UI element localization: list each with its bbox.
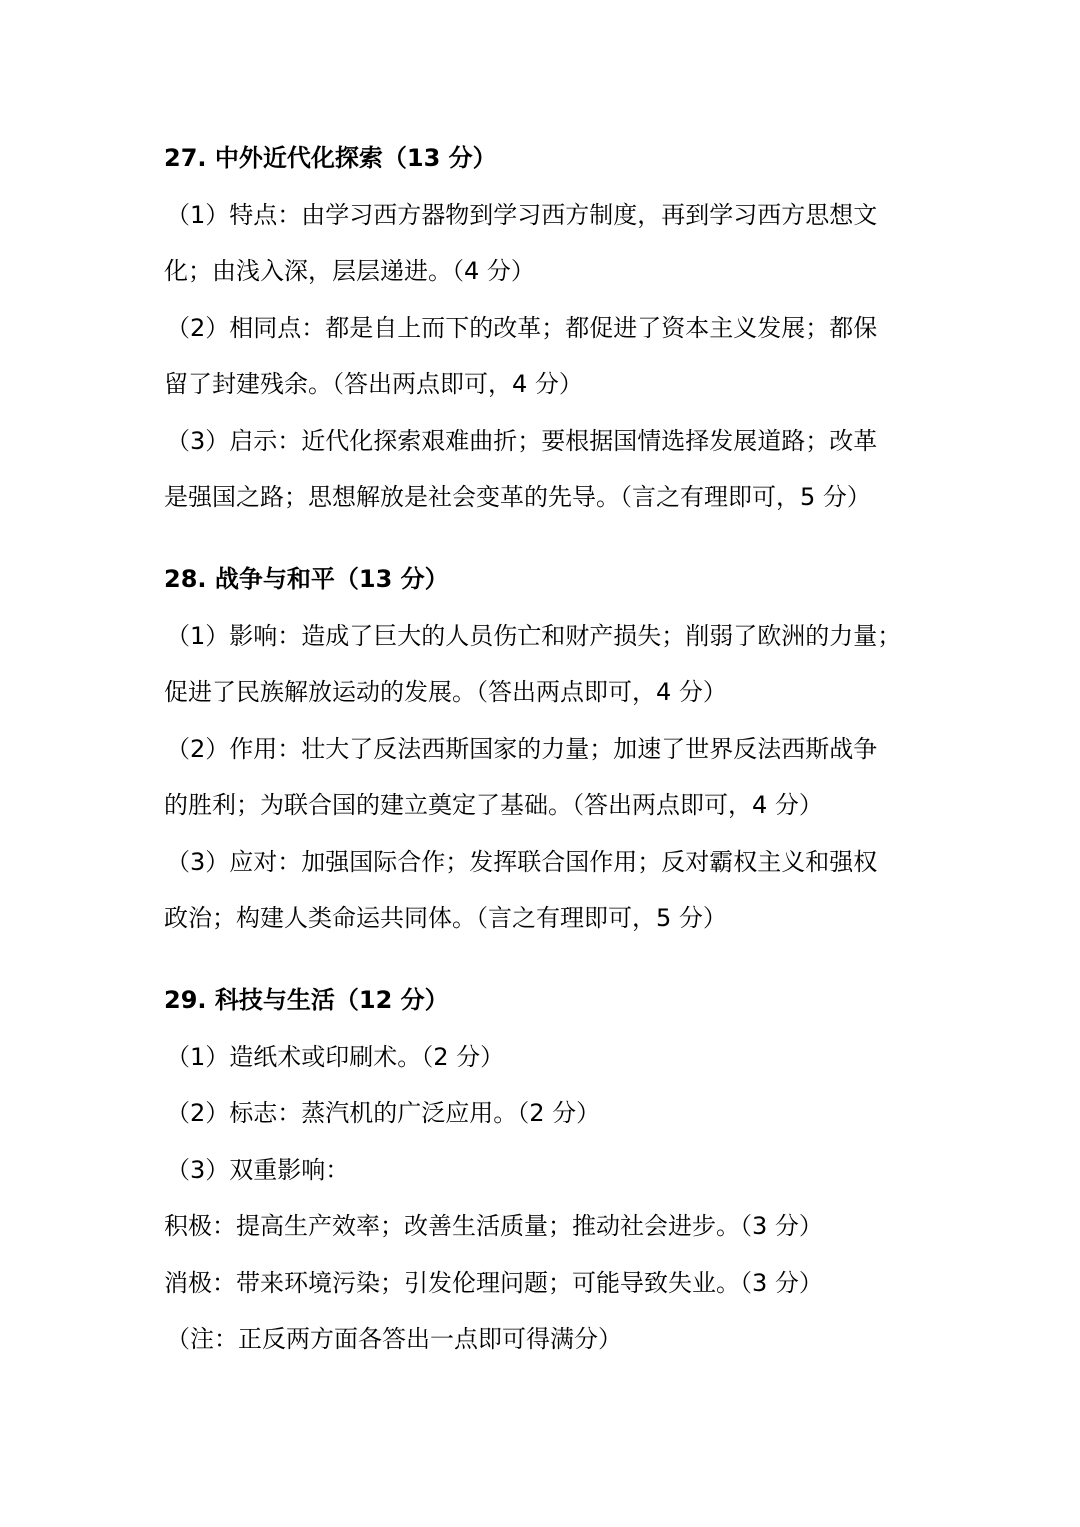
q27-line-6: 是强国之路；思想解放是社会变革的先导。（言之有理即可，5 分）	[164, 483, 871, 511]
q28-line-2: 促进了民族解放运动的发展。（答出两点即可，4 分）	[164, 678, 727, 706]
q28-line-3: （2）作用：壮大了反法西斯国家的力量；加速了世界反法西斯战争	[166, 735, 878, 763]
q29-line-2: （2）标志：蒸汽机的广泛应用。（2 分）	[166, 1099, 601, 1127]
q29-line-1: （1）造纸术或印刷术。（2 分）	[166, 1043, 505, 1071]
q29-line-4: 积极：提高生产效率；改善生活质量；推动社会进步。（3 分）	[164, 1212, 823, 1240]
q29-line-6: （注：正反两方面各答出一点即可得满分）	[166, 1325, 622, 1353]
q28-line-6: 政治；构建人类命运共同体。（言之有理即可，5 分）	[164, 904, 727, 932]
question-28-title: 28. 战争与和平（13 分）	[164, 565, 449, 593]
question-29-title: 29. 科技与生活（12 分）	[164, 986, 449, 1014]
q27-line-1: （1）特点：由学习西方器物到学习西方制度，再到学习西方思想文	[166, 201, 878, 229]
q28-line-5: （3）应对：加强国际合作；发挥联合国作用；反对霸权主义和强权	[166, 848, 878, 876]
q29-line-3: （3）双重影响：	[166, 1156, 350, 1184]
q28-line-4: 的胜利；为联合国的建立奠定了基础。（答出两点即可，4 分）	[164, 791, 823, 819]
q27-line-2: 化；由浅入深，层层递进。（4 分）	[164, 257, 535, 285]
q29-line-5: 消极：带来环境污染；引发伦理问题；可能导致失业。（3 分）	[164, 1269, 823, 1297]
q27-line-5: （3）启示：近代化探索艰难曲折；要根据国情选择发展道路；改革	[166, 427, 878, 455]
q27-line-4: 留了封建残余。（答出两点即可，4 分）	[164, 370, 583, 398]
q27-line-3: （2）相同点：都是自上而下的改革；都促进了资本主义发展；都保	[166, 314, 878, 342]
q28-line-1: （1）影响：造成了巨大的人员伤亡和财产损失；削弱了欧洲的力量；	[166, 622, 902, 650]
question-27-title: 27. 中外近代化探索（13 分）	[164, 144, 497, 172]
